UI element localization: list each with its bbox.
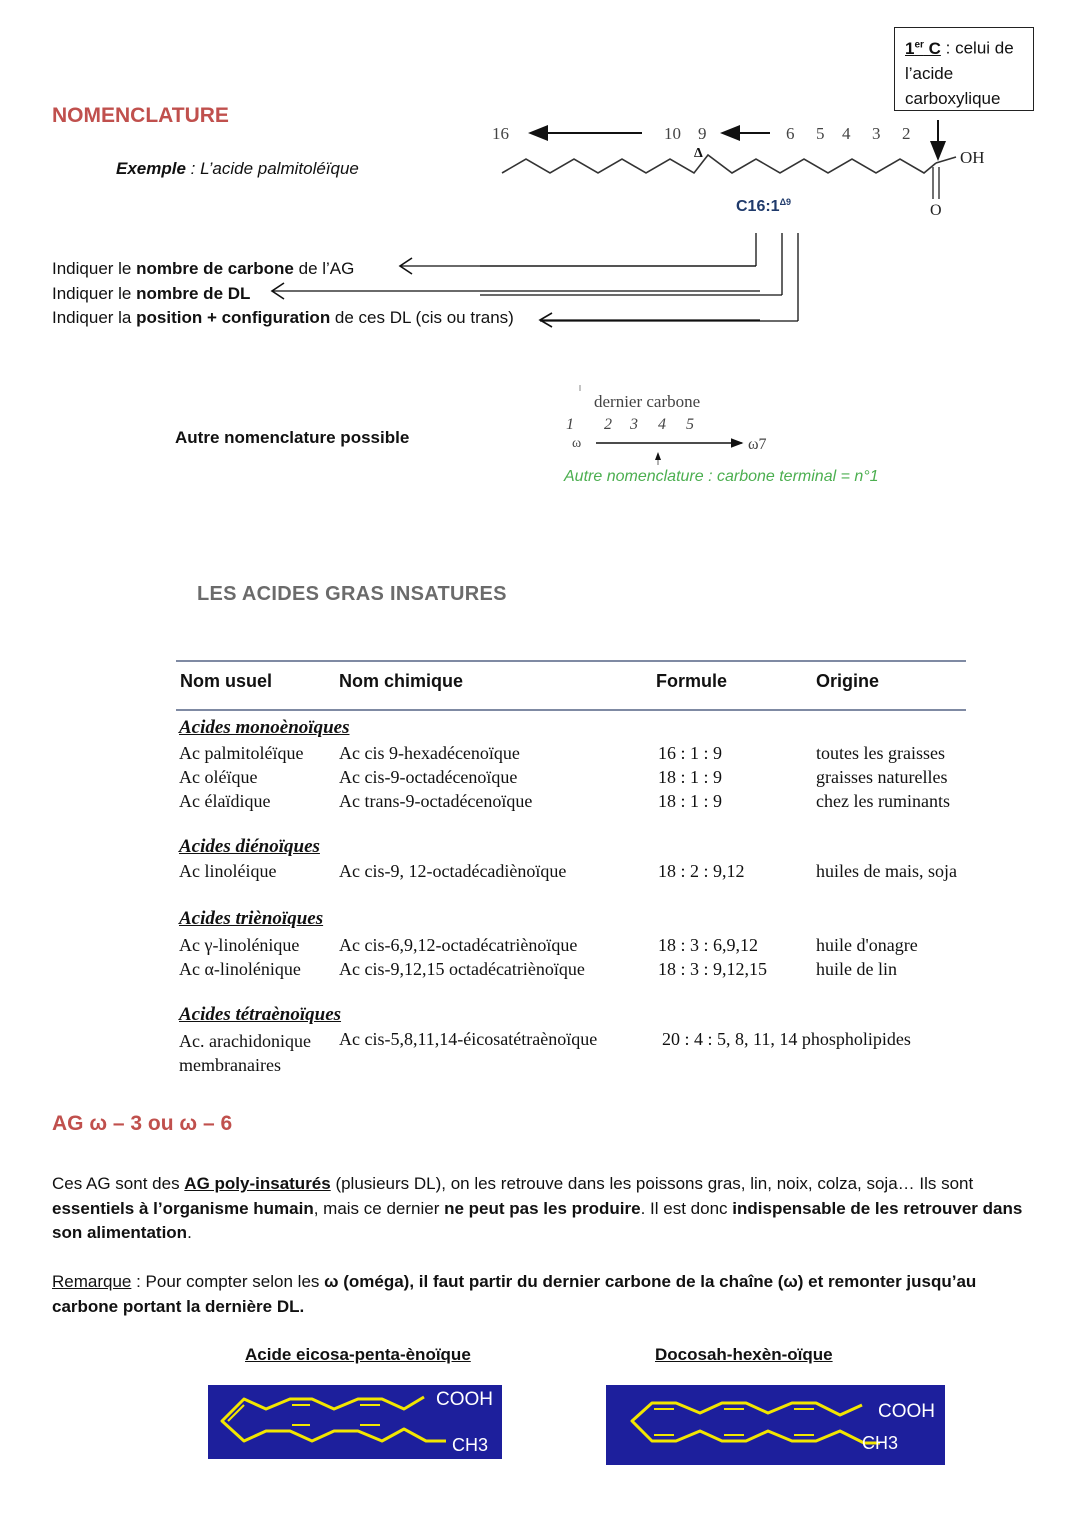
table-cell: Ac cis-5,8,11,14-éicosatétraènoïque	[339, 1029, 598, 1049]
carbon-4-label: 4	[842, 124, 851, 143]
table-header-rule	[176, 709, 966, 711]
table-cell: 20 : 4 : 5, 8, 11, 14 phospholipides	[662, 1029, 911, 1049]
table-cell: Ac cis 9-hexadécenoïque	[339, 743, 520, 763]
indication-position: Indiquer la position + configuration de ces DL (cis ou trans)	[52, 308, 514, 327]
indication-dl: Indiquer le nombre de DL	[52, 283, 251, 303]
first-c-text2: l’acide	[905, 63, 954, 83]
tri-col3	[658, 933, 767, 981]
mol2-cooh: COOH	[878, 1401, 935, 1422]
table-cell: 18 : 3 : 9,12,15	[658, 959, 768, 979]
table-title: LES ACIDES GRAS INSATURES	[197, 583, 507, 605]
indication-carbon: Indiquer le nombre de carbone de l’AG	[52, 259, 355, 278]
omega-title: AG ω – 3 ou ω – 6	[52, 1112, 233, 1135]
table-cell: Ac élaïdique	[179, 791, 271, 811]
delta-label: Δ	[694, 146, 703, 161]
carbon-2-label: 2	[902, 124, 911, 143]
omega-diagram	[560, 385, 960, 495]
mol2-structure	[606, 1385, 945, 1465]
mol2-image	[606, 1385, 945, 1465]
carbon-chain	[502, 155, 936, 173]
table-cell: Ac trans-9-octadécenoïque	[339, 791, 533, 811]
example-text: : L’acide palmitoléïque	[185, 159, 359, 178]
omega-symbol: ω	[572, 436, 582, 451]
carbon-10-label: 10	[664, 124, 681, 143]
mol1-structure	[208, 1385, 502, 1459]
indications	[52, 257, 514, 331]
table-cell: 18 : 1 : 9	[658, 791, 723, 811]
table-cell: Ac α-linolénique	[179, 959, 301, 979]
omega7-label: ω7	[748, 436, 767, 453]
omega-paragraph-1: Ces AG sont des AG poly-insaturés (plusieurs DL), on les retrouve dans les poissons gras, lin, noix, colza, soja… Ils sont essentiels à l’organisme humain, mais ce dernier ne peut pas les produire. Il est donc indispensable de les retrouver dans son alimentation.	[52, 1174, 1023, 1242]
table-cell: Ac γ-linolénique	[179, 935, 300, 955]
mol2-name: Docosah-hexèn-oïque	[655, 1345, 833, 1364]
table-cell: 18 : 2 : 9,12	[658, 861, 745, 881]
digit-4: 4	[658, 416, 666, 433]
digit-5: 5	[686, 416, 694, 433]
table-cell: huile de lin	[816, 959, 897, 979]
first-c-sup: er	[914, 39, 924, 50]
nomenclature-title: NOMENCLATURE	[52, 104, 229, 127]
tri-title: Acides triènoïques	[179, 908, 324, 929]
o-label: O	[930, 202, 942, 219]
digit-3: 3	[630, 416, 638, 433]
carbon-6-label: 6	[786, 124, 795, 143]
mol1-cooh: COOH	[436, 1389, 493, 1410]
dernier-carbone: dernier carbone	[594, 392, 701, 411]
header-origine: Origine	[816, 671, 880, 691]
omega-caption: Autre nomenclature : carbone terminal = n°1	[564, 468, 879, 485]
table-cell: 18 : 3 : 6,9,12	[658, 935, 759, 955]
formula-label: $C16:1^{\Delta 9}$	[736, 197, 792, 215]
carbon-5-label: 5	[816, 124, 825, 143]
mono-title: Acides monoènoïques	[179, 717, 350, 738]
oh-bond	[936, 157, 956, 163]
tri-col2	[339, 933, 585, 981]
first-c-text1: : celui de	[940, 38, 1014, 58]
table-cell: Ac oléïque	[179, 767, 258, 787]
tetra-title: Acides tétraènoïques	[179, 1004, 342, 1025]
mol1-image	[208, 1385, 502, 1459]
carbon-3-label: 3	[872, 124, 881, 143]
table-cell: membranaires	[179, 1055, 281, 1075]
table-cell: Ac cis-9, 12-octadécadiènoïque	[339, 861, 567, 881]
header-nom-chimique: Nom chimique	[339, 671, 464, 691]
first-c-text3: carboxylique	[905, 88, 1001, 108]
mol2-ch3: CH3	[862, 1433, 899, 1453]
mol1-name: Acide eicosa-penta-ènoïque	[245, 1345, 471, 1364]
table-cell: Ac cis-9,12,15 octadécatriènoïque	[339, 959, 585, 979]
table-cell: Ac cis-9-octadécenoïque	[339, 767, 518, 787]
first-c-digit: 1	[905, 38, 915, 58]
tri-col4	[816, 933, 918, 981]
table-cell: graisses naturelles	[816, 767, 948, 787]
header-formule: Formule	[656, 671, 728, 691]
omega-remark: Remarque : Pour compter selon les ω (oméga), il faut partir du dernier carbone de la chaîne (ω) et remonter jusqu’au carbone portant la dernière DL.	[52, 1272, 977, 1316]
first-carbon-box: 1er C : celui de l’acide carboxylique	[894, 27, 1034, 111]
table-cell: huile d'onagre	[816, 935, 918, 955]
table-cell: toutes les graisses	[816, 743, 945, 763]
other-nomenclature-label: Autre nomenclature possible	[175, 428, 410, 447]
example-label: Exemple	[116, 159, 186, 178]
table-cell: huiles de mais, soja	[816, 861, 957, 881]
mono-col4	[816, 741, 950, 813]
oh-label: OH	[960, 148, 985, 167]
header-nom-usuel: Nom usuel	[180, 671, 273, 691]
mono-col3	[658, 741, 722, 813]
mono-col2	[339, 741, 532, 813]
carbon-16-label: 16	[492, 124, 509, 143]
mono-col1	[179, 741, 303, 813]
tetra-col1	[179, 1029, 311, 1077]
table-cell: 18 : 1 : 9	[658, 767, 723, 787]
mol1-ch3: CH3	[452, 1435, 489, 1455]
digit-2: 2	[604, 416, 612, 433]
table-cell: Ac linoléique	[179, 861, 277, 881]
digit-1: 1	[566, 416, 574, 433]
tri-col1	[179, 933, 301, 981]
carbon-9-label: 9	[698, 124, 707, 143]
table-cell: chez les ruminants	[816, 791, 950, 811]
table-cell: Ac cis-6,9,12-octadécatriènoïque	[339, 935, 578, 955]
table-cell: 16 : 1 : 9	[658, 743, 723, 763]
di-title: Acides diénoïques	[179, 836, 320, 857]
table-cell: Ac palmitoléïque	[179, 743, 304, 763]
table-top-rule	[176, 660, 966, 662]
example-line	[116, 159, 359, 179]
table-cell: Ac. arachidonique	[179, 1031, 311, 1051]
